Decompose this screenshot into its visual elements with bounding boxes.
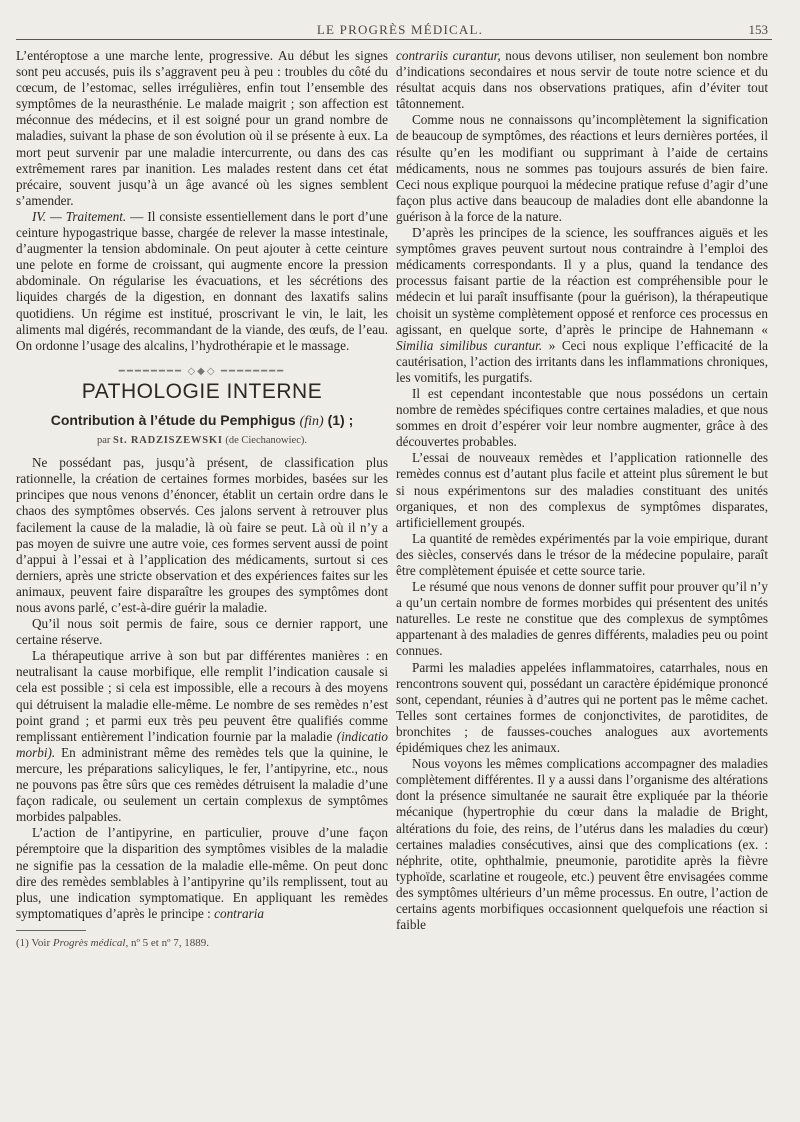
paragraph-symptomes: Comme nous ne connaissons qu’incomplètement la signification de beaucoup de symptômes, des réactions et leurs dernières portées, il résulte qu’en les modifiant ou supprimant à l’aide de certains médicaments, nous ne sommes pas toujours assurés de bien faire. Ceci nous explique pourquoi la médecine pratique refuse d’agir d’une façon plus active dans beaucoup de maladies dont elle abandonne la guérison à la force de la nature. — [396, 112, 768, 224]
hahnemann-text-b: » Ceci nous explique l’efficacité de la cautérisation, l’action des irritants dans les inflammations chroniques, les vomitifs, les purgatifs. — [396, 337, 768, 385]
author-name: St. RADZISZEWSKI — [113, 435, 223, 447]
paragraph-specifiques: Il est cependant incontestable que nous possédons un certain nombre de remèdes spécifiques contre certaines maladies, et que nous sommes en droit d’espérer voir leur nombre augmenter, grâce à des découvertes probables. — [396, 385, 768, 450]
traitement-text: — Il consiste essentiellement dans le port d’une ceinture hypogastrique basse, chargée de relever la masse intestinale, d’augmenter la tension abdominale. On peut ajouter à cette ceinture une pelote en forme de croissant, qui augmente encore la pression abdominale. On régularise les évacuations, et les sécrétions des liquides chargés de la digestion, en donnant des laxatifs salins quotidiens. Un régime est institué, proscrivant le vin, le lait, les aliments mal digérés, recommandant de la viande, des œufs, de l’eau. On ordonne l’usage des alcalins, l’hydrothérapie et le massage. — [16, 208, 388, 353]
page-number: 153 — [748, 22, 768, 37]
therapeutique-italic: (indicatio morbi). — [16, 728, 388, 760]
article-title — [16, 412, 388, 430]
footnote-text-b: nº 5 et nº 7, 1889. — [128, 936, 209, 949]
contrariis-italic: contrariis curantur, — [396, 48, 501, 63]
therapeutique-text-a: La thérapeutique arrive à son but par différentes manières : en neutralisant la cause morbifique, elle remplit l’indication causale si cela est possible ; si cela est impossible, elle a recours à des moyens qui détruisent la maladie elle-même. Le nombre de ses remèdes n’est point grand ; et parmi eux très peu peuvent être qualifiés comme remplissant entièrement l’indication fournie par la maladie — [16, 648, 388, 744]
paragraph-enteroptose: L’entéroptose a une marche lente, progressive. Au début les signes sont peu accusés, puis ils s’aggravent peu à peu : troubles du côté du cœcum, de l’estomac, selles irrégulières, enfin tout l’ensemble des symptômes de la neurasthénie. Le malade maigrit ; son affection est méconnue des médecins, et il est soigné pour un grand nombre de maladies, suivant la phase de son évolution où il se présente à eux. La mort peut survenir par une maladie intercurrente, ou dans des cas extrêmement rares par inanition. Les malades restent dans cet état précaire, souvent jusqu’à un âge avancé où les signes semblent s’amender. — [16, 48, 388, 208]
antipyrine-italic: contraria — [214, 905, 264, 921]
footnote-rule — [16, 930, 86, 931]
article-title-fin: (fin) — [299, 413, 324, 429]
section-title: PATHOLOGIE INTERNE — [81, 379, 323, 403]
paragraph-resume: Le résumé que nous venons de donner suffit pour prouver qu’il n’y a qu’un certain nombre de formes morbides qui présentent des unités naturelles. Le reste ne constitue que des complexus de symptômes appartenant à des maladies de genres différents, maladies peu ou point connues. — [396, 579, 768, 659]
footnote — [16, 937, 388, 950]
author-place: (de Ciechanowiec). — [225, 435, 307, 447]
paragraph-inflammatoires: Parmi les maladies appelées inflammatoires, catarrhales, nous en rencontrons souvent qui, possédant un caractère épidémique prononcé sont, cependant, réunies à d’autres qui ne portent pas le même cachet. Telles sont certaines formes de conjonctivites, de parotidites, de bronchites ; de fausses-couches analogues aux avortements épidémiques chez les animaux. — [396, 659, 768, 756]
paragraph-essai: L’essai de nouveaux remèdes et l’application rationnelle des remèdes connus est d’autant plus facile et atteint plus sûrement le but si nous expérimentons sur des maladies constituant des unités organiques, et non des complexus de symptômes disparates, artificiellement groupés. — [396, 450, 768, 530]
paragraph-antipyrine — [16, 825, 388, 922]
paragraph-therapeutique — [16, 648, 388, 825]
paragraph-complications: Nous voyons les mêmes complications accompagner des maladies complètement différentes. Il y a aussi dans l’organisme des altérations dont la présence simultanée ne saurait être expliquée par la théorie mécanique (hypertrophie du cœur dans la maladie de Bright, altérations du foie, des reins, de l’utérus dans les maladies du cœur) certaines maladies consécutives, ainsi que des complications (ex. : néphrite, otite, ophthalmie, pneumonie, parotidite après la fièvre typhoïde, scarlatine et rougeole, etc.) peuvent être envisagées comme des symptômes ultérieurs d’un même processus. En outre, l’action de certains agents morbifiques occasionnent quelquefois une réaction si faible — [396, 756, 768, 933]
paragraph-classification: Ne possédant pas, jusqu’à présent, de classification plus rationnelle, la création de certaines formes morbides, basées sur les principes que nous venons d’énoncer, établit un certain ordre dans le chaos des symptômes observés. Ces jalons servent à retrouver plus facilement la cause de la maladie, là où faire se peut. Là où il n’y a pas moyen de suivre une autre voie, ces formes servent aussi de point d’appui à l’essai et à l’application des médicaments, surtout si ces derniers, après une stricte observation et des expériences faites sur les animaux, peuvent faire disparaître les groupes des symptômes dont nous avons parlé, c’est-à-dire guérir la maladie. — [16, 455, 388, 615]
paragraph-traitement — [16, 209, 388, 354]
traitement-label: IV. — Traitement. — [32, 208, 127, 224]
paragraph-hahnemann — [396, 225, 768, 386]
article-title-note: (1) ; — [327, 411, 354, 428]
right-column — [396, 48, 768, 933]
article-author — [16, 433, 388, 449]
article-title-text: Contribution à l’étude du Pemphigus — [50, 411, 296, 428]
hahnemann-text-a: D’après les principes de la science, les souffrances aiguës et les symptômes graves peuvent surtout nous contraindre à l’emploi des médicaments correspondants. Il y a plus, quand la tendance des processus faisant partie de la réaction est compréhensible pour le médecin et lui paraît insuffisante (pour la guérison), la thérapeutique choisit un système complètement opposé et renforce ces processus en agissant, en quelque sorte, d’après le principe de Hahnemann « — [396, 225, 768, 337]
section-ornament: ━━━━━━━━ ◇◆◇ ━━━━━━━━ — [118, 365, 286, 377]
paragraph-empirique: La quantité de remèdes expérimentés par la voie empirique, durant des siècles, conservés dans le trésor de la médecine populaire, paraît être complètement épuisée et cette source tarie. — [396, 530, 768, 578]
paragraph-reserve: Qu’il nous soit permis de faire, sous ce dernier rapport, une certaine réserve. — [16, 616, 388, 648]
running-title: LE PROGRÈS MÉDICAL. — [316, 22, 484, 37]
contrariis-text: nous devons utiliser, non seulement bon nombre d’indications secondaires et nous servir de toute notre science et du résultat acquis dans nos observations pratiques, afin d’éviter tout tâtonnement. — [396, 48, 768, 112]
paragraph-contrariis — [396, 48, 768, 112]
author-prefix: par — [97, 435, 111, 447]
page-header — [0, 0, 800, 38]
antipyrine-text: L’action de l’antipyrine, en particulier, prouve d’une façon péremptoire que la disparition des symptômes visibles de la maladie ne signifie pas la cessation de la maladie elle-même. On peut donc dire des remèdes semblables à l’antipyrine qu’ils remplissent, tout au plus, une indication symptomatique. En appliquant les remèdes symptomatiques d’après le principe : — [16, 825, 388, 921]
left-column — [16, 48, 388, 950]
header-rule — [16, 39, 772, 40]
therapeutique-text-b: En administrant même des remèdes tels que la quinine, le mercure, les préparations salicyliques, le fer, l’antipyrine, etc., nous ne pouvons pas être sûrs que ces remèdes détruisent la maladie d’une façon radicale, ou seulement un certain complexus de symptômes morbides palpables. — [16, 744, 388, 825]
footnote-italic: Progrès médical, — [52, 936, 129, 949]
footnote-text-a: (1) Voir — [16, 936, 53, 949]
hahnemann-italic: Similia similibus curantur. — [396, 337, 543, 353]
